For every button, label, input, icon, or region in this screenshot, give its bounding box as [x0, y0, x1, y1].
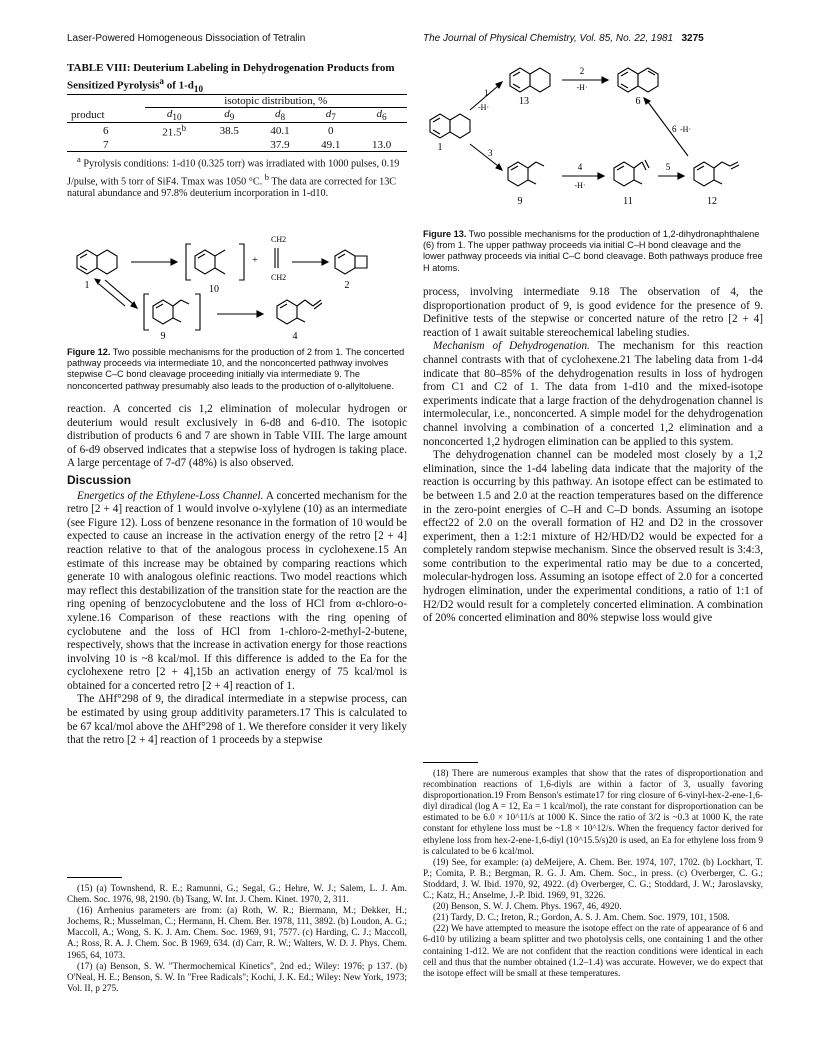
table-col-header: $d_{10}$	[166, 108, 182, 123]
table-title: TABLE VIII: Deuterium Labeling in Dehydrogenation Products from Sensitized Pyrolysis$^a$ of $1-d_{10}$	[67, 62, 395, 94]
minus-h-label: -H·	[680, 125, 692, 134]
figure-13-scheme	[422, 52, 762, 217]
table-col-header: $d_8$	[274, 108, 286, 123]
paragraph: Mechanism of Dehydrogenation. The mechanism for this reaction channel contrasts with that of cyclohexene.21 The labeling data from 1-d4 indicate that 80–85% of the dehydrogenation results in loss of hydrogen from C1 and C2 of 1. The data from 1-d10 and the mixed-isotope experiments indicate that a large fraction of the dehydrogenation channel is intermolecular, i.e., nonconcerted. A simple model for the dehydrogenation channel involving a combination of a concerted 1,2 elimination and a nonconcerted 1,2 hydrogen elimination can be applied to this system.	[423, 340, 763, 448]
reference: (22) We have attempted to measure the isotope effect on the rate of appearance of 6 and 6-d10 by utilizing a beam splitter and two photolysis cells, one containing 1 and the other containing 1-d12. We are not confident that the reaction conditions were identical in each cell and thus that the number obtained (1.2–1.4) was accurate. However, we do expect that the isotope effect will be small at these temperatures.	[423, 924, 763, 979]
minus-h-label: -H·	[576, 83, 588, 92]
table-col-header: $d_7$	[325, 108, 336, 123]
plus-sign: +	[252, 255, 258, 266]
figure-12-caption: Figure 12. Two possible mechanisms for the production of 2 from 1. The concerted pathway proceeds via intermediate 10, and the nonconcerted pathway involves stepwise C–C bond cleavage proceeding initially via intermediate 9. The nonconcerted pathway presumably also leads to the production of o-allyltoluene.	[67, 347, 405, 391]
left-column-body	[67, 403, 407, 748]
table-footnotes: $^a$ Pyrolysis conditions: 1-d10 (0.325 torr) was irradiated with 1000 pulses, 0.19 J/pulse, with 5 torr of SiF4. Tmax was 1050 °C. $^b$ The data are corrected for 13C natural abundance and 97.8% deuterium incorporation in 1-d10.	[67, 154, 400, 200]
reference: (15) (a) Townshend, R. E.; Ramunni, G.; Segal, G.; Hehre, W. J.; Salem, L. J. Am. Chem. Soc. 1976, 98, 2190. (b) Tsang, W. Int. J. Chem. Kinet. 1970, 2, 311.	[67, 884, 407, 906]
table-span-header: isotopic distribution, %	[145, 95, 407, 108]
running-header-right	[423, 33, 704, 44]
arrow-label-5: 5	[665, 162, 671, 172]
label-10: 10	[209, 284, 219, 295]
section-heading: Discussion	[67, 472, 132, 487]
arrow-label-3: 3	[488, 148, 493, 158]
reference: (17) (a) Benson, S. W. "Thermochemical Kinetics", 2nd ed.; Wiley: 1976; p 137. (b) O'Neal, H. E.; Benson, S. W. In "Free Radicals"; Kochi, J. K. Ed.; Wiley: New York, 1973; Vol. II, p 275.	[67, 961, 407, 994]
label-9: 9	[160, 331, 166, 342]
reference: (18) There are numerous examples that show that the rates of disproportionation and recombination reactions of 1,6-diyls are within a factor of 3, usually favoring disproportionation.19 From Benson's estimate17 for ring closure of 6-vinyl-hex-2-ene-1,6-diyl diradical (log A = 12, Ea = 1 kcal/mol), the rate constant for disproportionation can be estimated to be 6.0 × 10^11/s at 1000 K. Since the ratio of 3/2 is ~0.3 at 1000 K, the rate constant for ethylene loss must be ~1.8 × 10^12/s. When the frequency factor derived for ethylene loss from hex-2-ene-1,6-diyl (10^15.5/s)20 is used, an Ea for ethylene loss from 9 is calculated to be 6 kcal/mol.	[423, 769, 763, 857]
footnote-rule	[67, 877, 122, 878]
reference: (16) Arrhenius parameters are from: (a) Roth, W. R.; Biermann, M.; Dekker, H.; Jochems, R.; Musselman, C.; Hermann, H. Chem. Ber. 1978, 111, 3892. (b) Loudon, A. G.; Maccoll, A.; Wong, S. K. J. Am. Chem. Soc. 1969, 91, 7577. (c) Harding, C. J.; Maccoll, A.; Ross, R. A. J. Chem. Soc. B 1969, 634. (d) Carr, R. W.; Walters, W. D. J. Phys. Chem. 1965, 64, 1073.	[67, 906, 407, 961]
right-references	[423, 769, 763, 980]
reference: (21) Tardy, D. C.; Ireton, R.; Gordon, A. S. J. Am. Chem. Soc. 1979, 101, 1508.	[433, 913, 730, 924]
reference: (19) See, for example: (a) deMeijere, A. Chem. Ber. 1974, 107, 1702. (b) Lockhart, T. P.; Comita, P. B.; Bergman, R. G. J. Am. Chem. Soc., in press. (c) Overberger, C. G.; Stoddard, J. W. Ibid. 1970, 92, 4922. (d) Overberger, C. G.; Stoddard, J. W.; Jaroslavsky, C.; Katz, H.; Anselme, J.-P. Ibid. 1969, 91, 3226.	[423, 857, 763, 902]
label-13: 13	[519, 96, 529, 107]
table-row: 7 37.9 49.1 13.0	[67, 139, 407, 152]
paragraph: Energetics of the Ethylene-Loss Channel. A concerted mechanism for the retro [2 + 4] reaction of 1 would involve o-xylylene (10) as an intermediate (see Figure 12). Loss of benzene resonance in the formation of 10 would be expected to cause an increase in the activation energy of the retro [2 + 4] reaction relative to that of the analogous process in cyclohexene.15 An estimate of this increase may be obtained by comparing reactions which generate 10 with analogous olefinic reactions. Two model reactions which may reflect this destabilization of the transition state for the reaction are the ring opening of benzocyclobutene and the loss of HCl from α-chloro-o-xylene.16 Comparison of these reactions with the ring opening of cyclobutene and the loss of HCl from 1-chloro-2-methyl-2-butene, respectively, shows that the increase in activation energy for those reactions involving 10 is ~8 kcal/mol. If this difference is added to the Ea for the cyclohexene retro [2 + 4],15b an activation energy of 75 kcal/mol is obtained for a concerted retro [2 + 4] reaction of 1.	[67, 489, 407, 692]
left-references	[67, 884, 407, 995]
label-ch2-bottom: CH2	[271, 273, 287, 282]
label-ch2-top: CH2	[271, 235, 287, 244]
label-1: 1	[437, 142, 443, 153]
arrow-label-1: 1	[484, 88, 489, 98]
journal-citation: The Journal of Physical Chemistry, Vol. 85, No. 22, 1981	[423, 33, 674, 44]
label-6: 6	[635, 96, 641, 107]
footnote-rule	[423, 762, 478, 763]
paragraph: The dehydrogenation channel can be modeled most closely by a 1,2 elimination, since the 1-d4 labeling data indicate that the majority of the reaction is occurring by this pathway. An isotope effect can be estimated to be between 1.5 and 2.0 at the reaction temperatures based on the difference in the zero-point energies of C–H and C–D bonds. Assuming an isotope effect22 of 2.0 on the overall formation of H2 and D2 in the crossover experiment, then a 1:2:1 mixture of H2/HD/D2 would be expected for a completely random stepwise mechanism. Since the observed result is 3:4:3, some contribution to the experimental ratio may be due to a concerted, molecular-hydrogen loss. Assuming an isotope effect of 2.0 for a concerted hydrogen elimination, under the experimental conditions, a ratio of 1:1 of H2/D2 would result for a completely concerted elimination. A combination of 20% concerted elimination and 80% stepwise loss would give	[423, 449, 763, 625]
right-column-body	[423, 286, 763, 626]
arrow-label-2: 2	[579, 66, 585, 76]
label-9: 9	[517, 196, 523, 207]
page-number: 3275	[681, 33, 704, 44]
table-col-header: $d_9$	[224, 108, 235, 123]
arrow-label-4: 4	[577, 162, 583, 172]
minus-h-label: -H·	[574, 181, 586, 190]
label-12: 12	[707, 196, 717, 207]
label-1: 1	[84, 280, 90, 291]
paragraph: process, involving intermediate 9.18 The observation of 4, the disproportionation product of 9, is good evidence for the presence of 9. Definitive tests of the stepwise or concerted nature of the retro [2 + 4] reaction of 1 await suitable stereochemical labeling studies.	[423, 286, 763, 339]
label-4: 4	[292, 331, 298, 342]
table-row: 6 21.5$^b$ 38.5 40.1 0	[103, 123, 334, 139]
table-col-header: product	[71, 108, 105, 121]
label-11: 11	[623, 196, 633, 207]
label-2: 2	[344, 280, 350, 291]
arrow-label-6: 6	[672, 124, 677, 134]
paragraph: reaction. A concerted cis 1,2 elimination of molecular hydrogen or deuterium would result exclusively in 6-d8 and 6-d10. The isotopic distribution of products 6 and 7 are shown in Table VIII. The large amount of 6-d9 observed indicates that a stepwise loss of hydrogen is taking place. A large percentage of 7-d7 (48%) is also observed.	[67, 403, 407, 470]
table-col-header: $d_6$	[376, 108, 387, 123]
deuterium-labeling-table	[67, 94, 407, 152]
paragraph: The ΔHf°298 of 9, the diradical intermediate in a stepwise process, can be estimated by using group additivity parameters.17 This is calculated to be 67 kcal/mol above the ΔHf°298 of 1. We therefore consider it very likely that the retro [2 + 4] reaction of 1 proceeds by a stepwise	[67, 693, 407, 747]
minus-h-label: -H·	[478, 103, 490, 112]
running-header-left: Laser-Powered Homogeneous Dissociation of Tetralin	[67, 33, 306, 44]
reference: (20) Benson, S. W. J. Chem. Phys. 1967, 46, 4920.	[433, 902, 622, 913]
figure-12-scheme	[67, 222, 412, 342]
figure-13-caption: Figure 13. Two possible mechanisms for the production of 1,2-dihydronaphthalene (6) from 1. The upper pathway proceeds via initial C–H bond cleavage and the lower pathway proceeds via initial C–C bond cleavage. Both pathways produce free H atoms.	[423, 229, 763, 273]
